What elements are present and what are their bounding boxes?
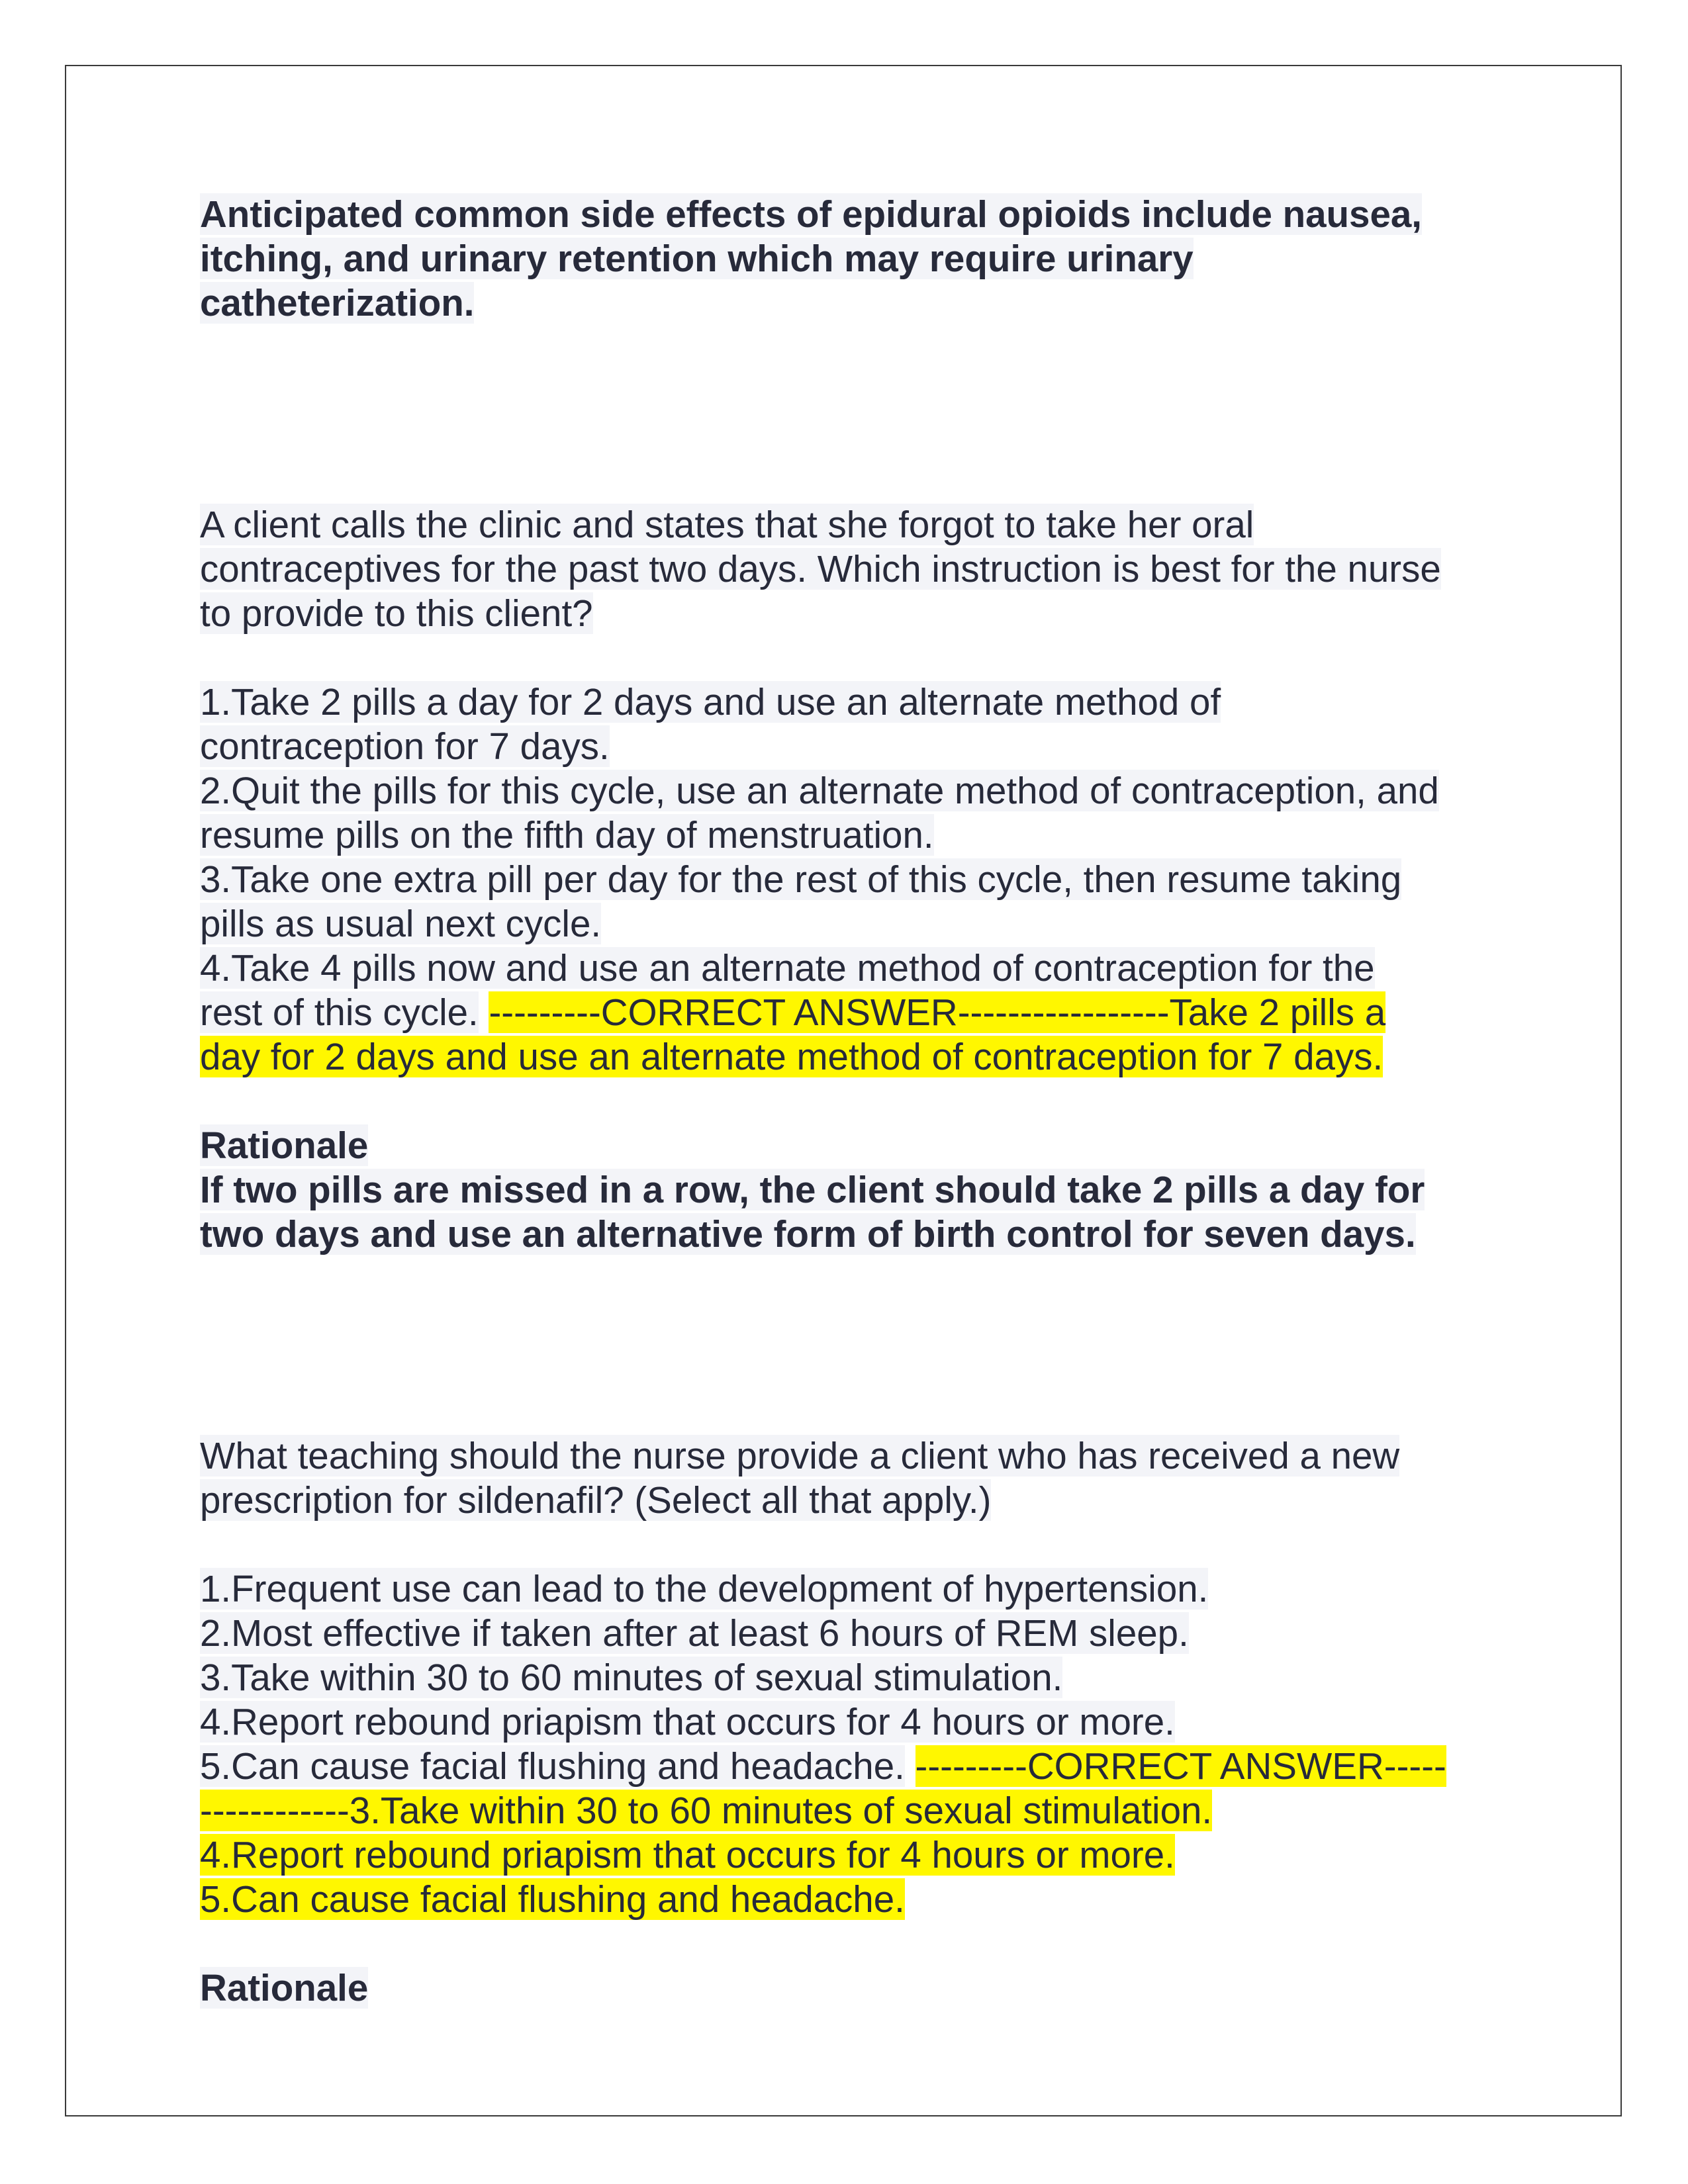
option-line: 1.Frequent use can lead to the development of hypertension. [200,1568,1209,1610]
question-line: What teaching should the nurse provide a client who has received a new [200,1435,1400,1477]
rationale-heading: Rationale [200,1967,369,2009]
option-line: resume pills on the fifth day of menstruation. [200,814,934,856]
option-line: 5.Can cause facial flushing and headache. [200,1745,905,1787]
rationale-line: catheterization. [200,282,475,324]
option-line: 2.Most effective if taken after at least 6 hours of REM sleep. [200,1612,1189,1654]
question-line: A client calls the clinic and states that she forgot to take her oral [200,504,1254,545]
option-line: 4.Report rebound priapism that occurs for 4 hours or more. [200,1701,1175,1743]
correct-answer-highlight: ---------CORRECT ANSWER----- [915,1745,1446,1787]
correct-answer-highlight: 5.Can cause facial flushing and headache. [200,1878,905,1920]
option-line: 2.Quit the pills for this cycle, use an alternate method of contraception, and [200,770,1439,811]
option-line: 3.Take one extra pill per day for the rest of this cycle, then resume taking [200,858,1402,900]
option-line: pills as usual next cycle. [200,903,602,944]
previous-rationale [200,192,1511,325]
option-line: rest of this cycle. [200,991,479,1033]
option-line: 1.Take 2 pills a day for 2 days and use an alternate method of [200,681,1221,723]
question-line: to provide to this client? [200,592,593,634]
correct-answer-highlight: ------------3.Take within 30 to 60 minutes of sexual stimulation. [200,1790,1213,1831]
option-line: contraception for 7 days. [200,725,610,767]
rationale-line: Anticipated common side effects of epidural opioids include nausea, [200,193,1422,235]
rationale-heading: Rationale [200,1124,369,1166]
question-2 [200,1433,1511,2010]
option-line: 3.Take within 30 to 60 minutes of sexual stimulation. [200,1657,1063,1698]
option-line: 4.Take 4 pills now and use an alternate method of contraception for the [200,947,1375,989]
rationale-line: two days and use an alternative form of birth control for seven days. [200,1213,1416,1255]
document-body [200,192,1511,2010]
question-line: contraceptives for the past two days. Which instruction is best for the nurse [200,548,1441,590]
correct-answer-highlight: ---------CORRECT ANSWER-----------------Take 2 pills a [489,991,1386,1033]
question-line: prescription for sildenafil? (Select all that apply.) [200,1479,992,1521]
rationale-line: itching, and urinary retention which may require urinary [200,238,1194,279]
question-1 [200,502,1511,1256]
correct-answer-highlight: day for 2 days and use an alternate method of contraception for 7 days. [200,1036,1383,1077]
rationale-line: If two pills are missed in a row, the client should take 2 pills a day for [200,1169,1425,1210]
correct-answer-highlight: 4.Report rebound priapism that occurs for 4 hours or more. [200,1834,1175,1876]
